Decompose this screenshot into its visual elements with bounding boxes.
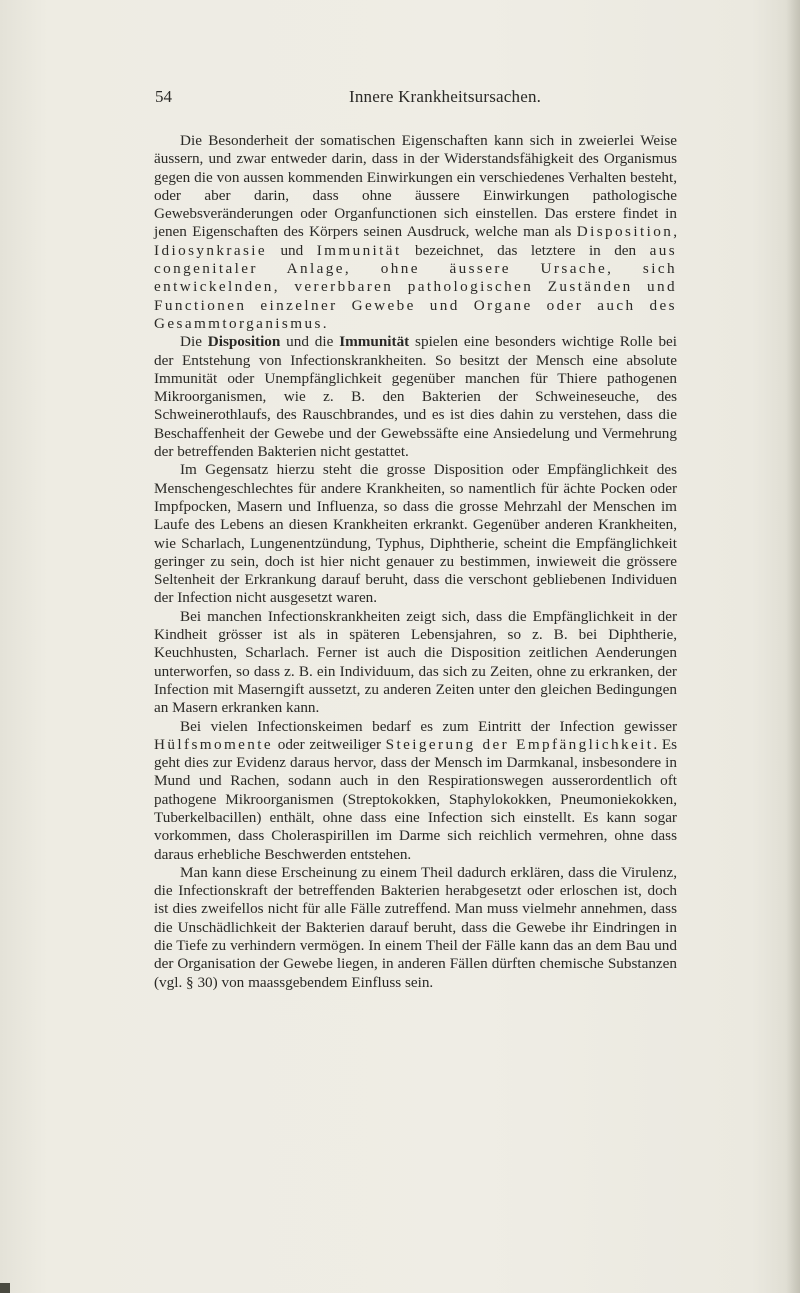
term-disposition: Disposition <box>576 223 674 241</box>
p5-text-c: . Es geht dies zur Evidenz daraus hervor, dass der Mensch im Darmkanal, insbesondere in Mund und Rachen, sodann auch in den Respirationswegen ausserordentlich oft pathogene Mikroorganismen (Streptokokken, Staphylokokken, Pneumoniekokken, Tuberkelbacillen) enthält, ohne dass eine Infection sich einstellt. Es kann sogar vorkommen, dass Choleraspirillen im Darme sich reichlich vermehren, ohne dass daraus erhebliche Beschwerden entstehen. <box>154 735 677 863</box>
bold-disposition: Disposition <box>207 333 281 351</box>
paragraph-5 <box>154 718 677 864</box>
term-huelfsmomente: Hülfsmomente <box>154 735 274 753</box>
running-head: Innere Krankheitsursachen. <box>349 87 542 106</box>
page-edge-shadow <box>786 0 800 1293</box>
paragraph-3: Im Gegensatz hierzu steht die grosse Disposition oder Empfänglichkeit des Menschengeschlechtes für andere Krankheiten, so namentlich für ächte Pocken oder Impfpocken, Masern und Influenza, so dass die grosse Mehrzahl der Menschen im Laufe des Lebens an diesen Krankheiten erkrankt. Gegenüber anderen Krankheiten, wie Scharlach, Lungenentzündung, Typhus, Diphtherie, scheint die Empfänglichkeit geringer zu sein, doch ist hier nicht genauer zu bestimmen, inwieweit die grössere Seltenheit der Erkrankung darauf beruht, dass die verschont gebliebenen Individuen der Infection nicht ausgesetzt waren. <box>154 461 677 607</box>
bold-immunitaet: Immunität <box>339 333 410 351</box>
p2-text-b: und die <box>280 333 340 351</box>
page-number: 54 <box>155 87 172 106</box>
p1-text-b: , <box>673 223 677 241</box>
term-immunitaet: Immunität <box>316 241 402 259</box>
paragraph-6: Man kann diese Erscheinung zu einem Theil dadurch erklären, dass die Virulenz, die Infectionskraft der betreffenden Bakterien herabgesetzt oder erloschen ist, doch ist dies zweifellos nicht für alle Fälle zutreffend. Man muss vielmehr annehmen, dass die Unschädlichkeit der Bakterien darauf beruht, dass die Gewebe ihr Eindringen in die Tiefe zu verhindern vermögen. In einem Theil der Fälle kann das an dem Bau und der Organisation der Gewebe liegen, in anderen Fällen dürften chemische Substanzen (vgl. § 30) von maassgebendem Einfluss sein. <box>154 863 677 991</box>
paragraph-2 <box>154 333 677 461</box>
p1-text-a: Die Besonderheit der somatischen Eigenschaften kann sich in zweierlei Weise äussern, und zwar entweder darin, dass in der Widerstandsfähigkeit des Organismus gegen die von aussen kommenden Einwirkungen ein verschiedenes Verhalten besteht, oder aber darin, dass ohne äussere Einwirkungen pathologische Gewebsveränderungen oder Organfunctionen sich einstellen. Das erstere findet in jenen Eigenschaften des Körpers seinen Ausdruck, welche man als <box>154 132 677 241</box>
p5-text-b: oder zeitweiliger <box>273 735 386 753</box>
corner-mark <box>0 1283 10 1293</box>
term-idiosynkrasie: Idiosynkrasie <box>154 241 268 259</box>
paragraph-4: Bei manchen Infectionskrankheiten zeigt sich, dass die Empfänglichkeit in der Kindheit grösser ist als in späteren Lebensjahren, so z. B. bei Diphtherie, Keuchhusten, Scharlach. Ferner ist auch die Disposition zeitlichen Aenderungen unterworfen, so dass z. B. ein Individuum, das sich zu Zeiten, ohne zu erkranken, der Infection mit Maserngift aussetzt, zu anderen Zeiten unter den gleichen Bedingungen an Masern erkranken kann. <box>154 607 677 717</box>
term-steigerung: Steigerung der Empfänglichkeit <box>385 735 654 753</box>
p1-text-c: und <box>267 241 317 259</box>
p1-text-d: bezeichnet, das letztere in den <box>401 241 650 259</box>
paragraph-1 <box>154 132 677 333</box>
page-header <box>155 87 675 113</box>
p2-text-c: spielen eine besonders wichtige Rolle bei der Entstehung von Infectionskrankheiten. So besitzt der Mensch eine absolute Immunität oder Unempfänglichkeit gegenüber manchen für Thiere pathogenen Mikroorganismen, wie z. B. den Bakterien der Schweineseuche, des Schweinerothlaufs, des Rauschbrandes, und es ist dies dahin zu verstehen, dass die Beschaffenheit der Gewebe und der Gewebssäfte eine Ansiedelung und Vermehrung der betreffenden Bakterien nicht gestattet. <box>154 333 677 461</box>
term-congenital-conditions: aus congenitaler Anlage, ohne äussere Ursache, sich entwickelnden, vererbbaren pathologischen Zuständen und Functionen einzelner Gewebe und Organe oder auch des Gesammtorganismus. <box>154 241 678 332</box>
p2-text-a: Die <box>180 333 208 351</box>
body-text <box>154 132 677 992</box>
p5-text-a: Bei vielen Infectionskeimen bedarf es zum Eintritt der Infection gewisser <box>180 717 677 735</box>
